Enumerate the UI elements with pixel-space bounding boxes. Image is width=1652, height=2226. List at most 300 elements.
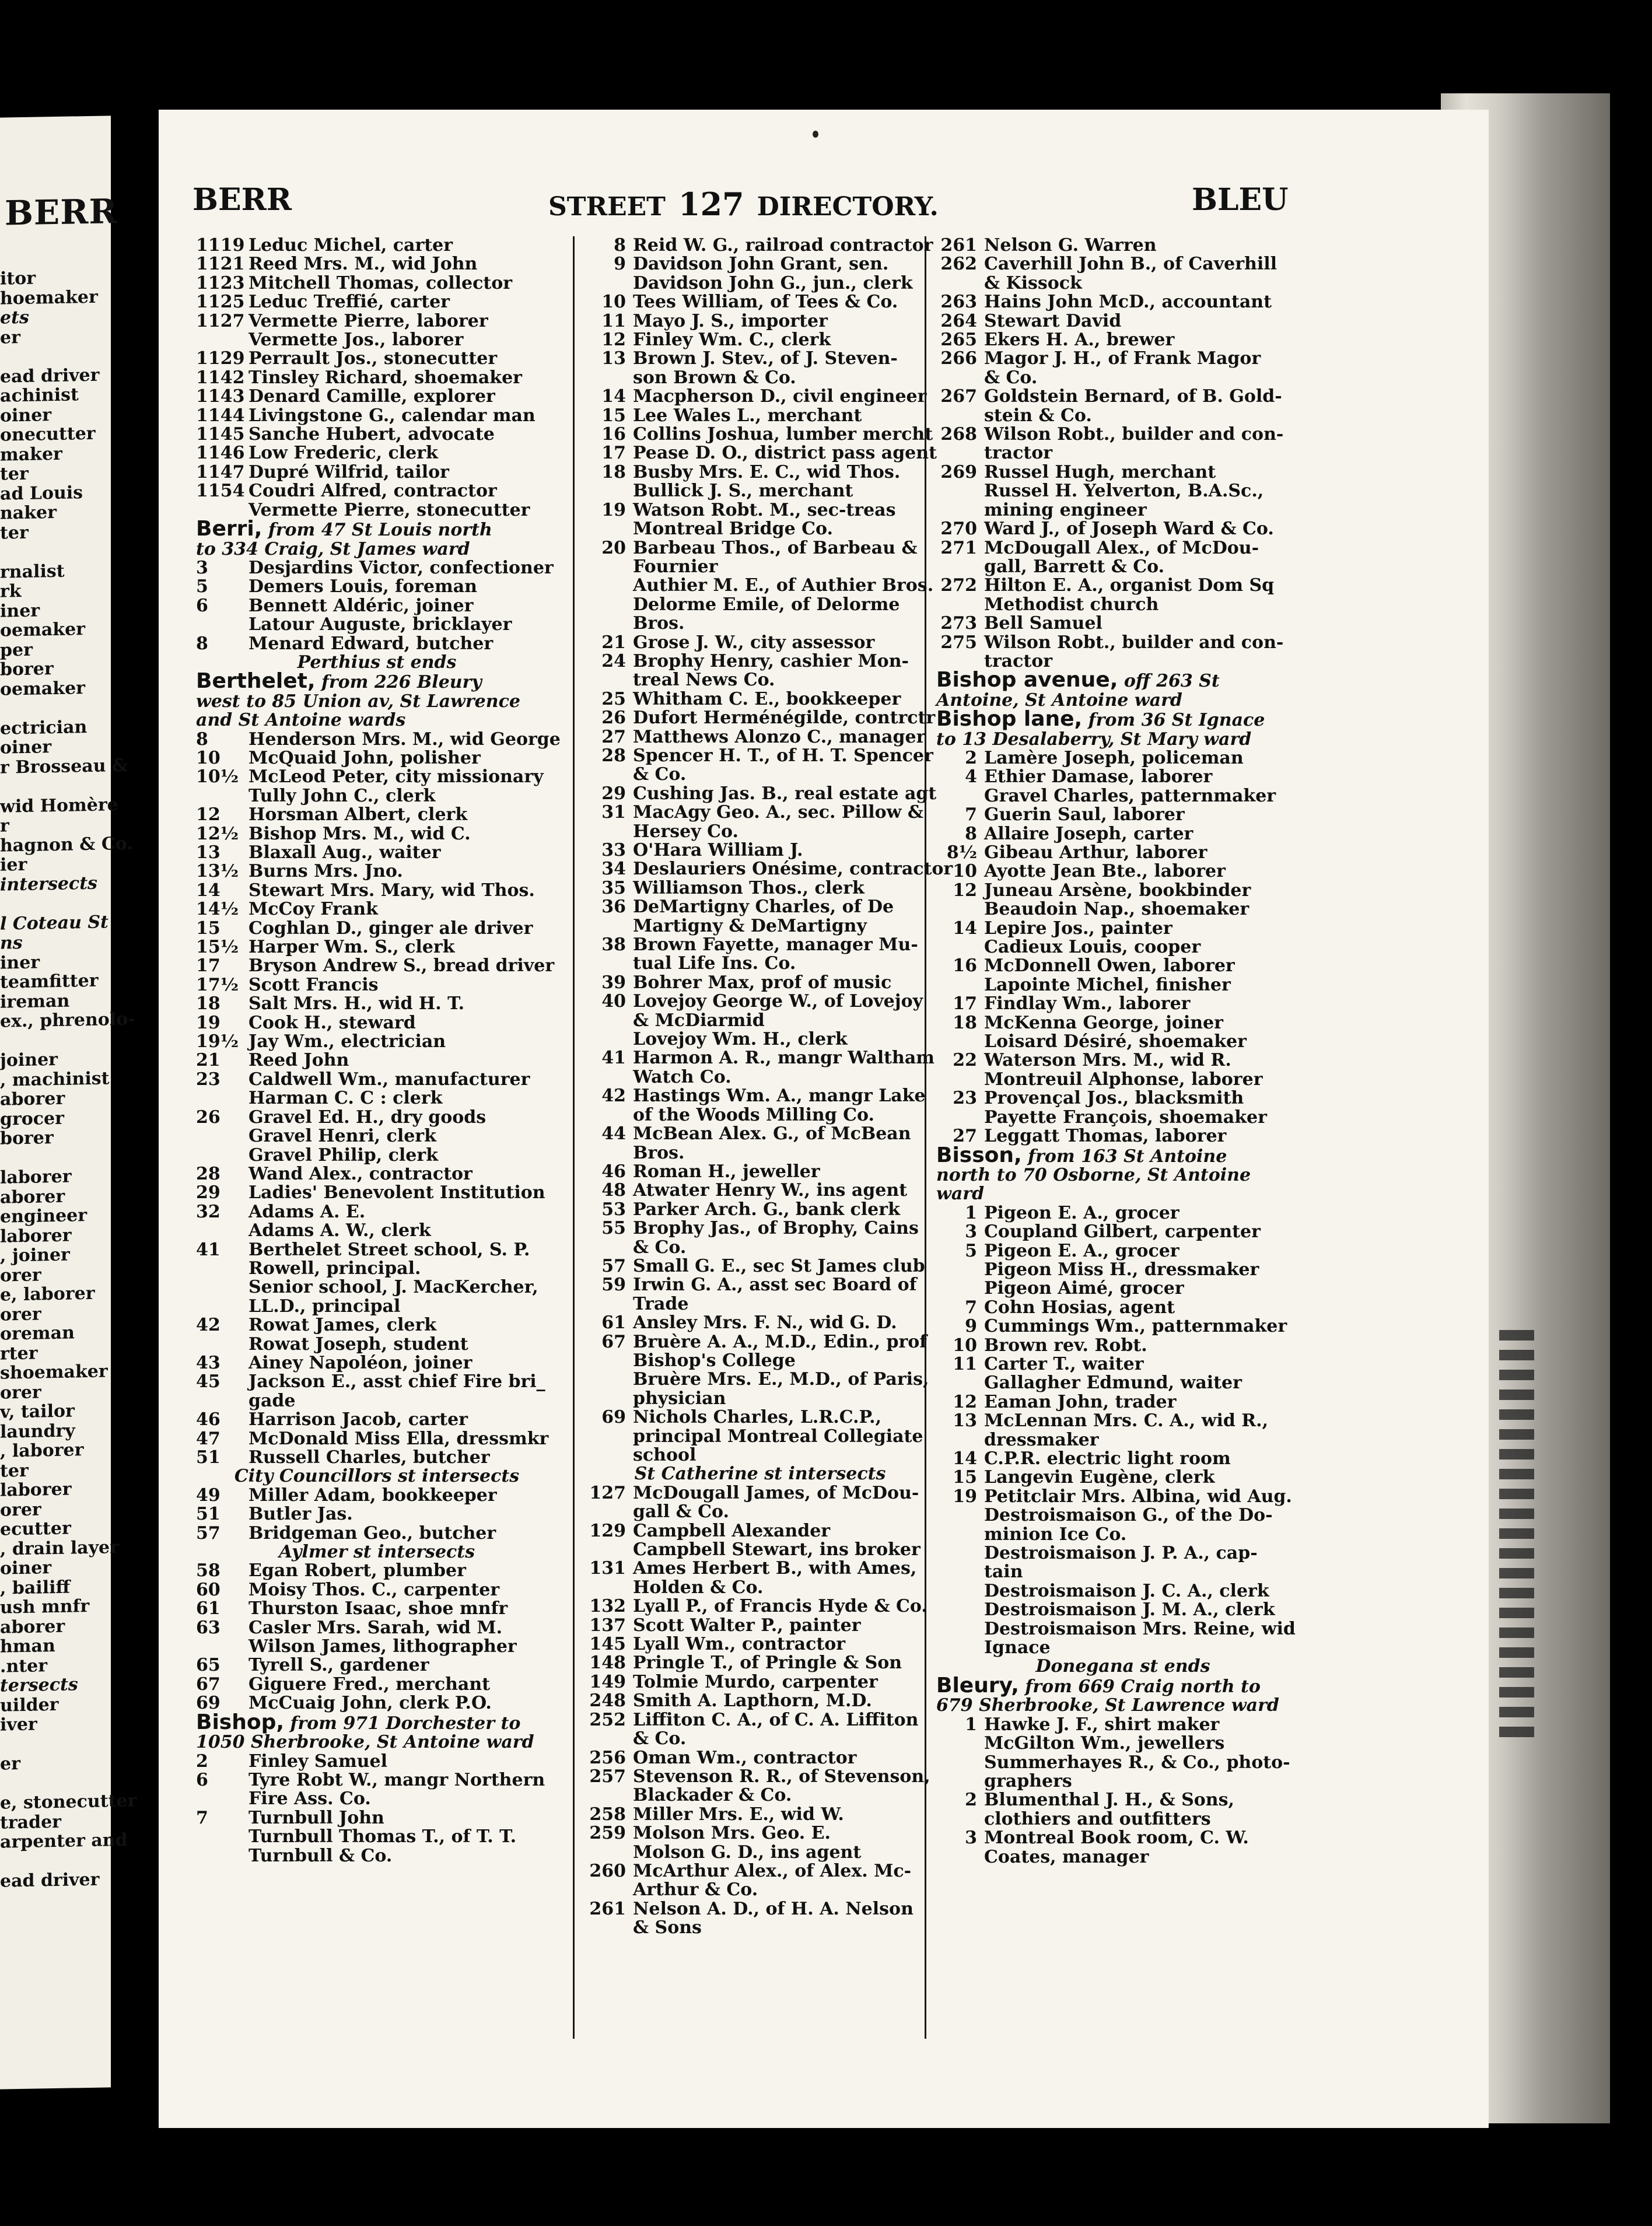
directory-entry xyxy=(585,387,935,406)
street-description: from 971 Dorchester to xyxy=(284,1713,521,1734)
directory-entry xyxy=(585,1484,935,1503)
house-number: 145 xyxy=(589,1634,626,1655)
house-number xyxy=(585,1370,626,1389)
house-number: 55 xyxy=(601,1218,626,1239)
house-number: 60 xyxy=(196,1579,220,1600)
house-number: 15 xyxy=(953,1467,977,1488)
directory-entry xyxy=(196,274,558,293)
house-number: 260 xyxy=(589,1860,626,1881)
directory-entry xyxy=(585,349,935,368)
directory-column-1 xyxy=(196,235,561,1866)
resident-entry: Cohn Hosias, agent xyxy=(984,1297,1175,1318)
directory-entry xyxy=(936,862,1310,881)
resident-entry: Perrault Jos., stonecutter xyxy=(249,348,498,369)
street-description: from 36 St Ignace xyxy=(1082,710,1265,731)
intersection-note: City Councillors st intersects xyxy=(234,1466,520,1487)
house-number: 12 xyxy=(953,1391,977,1412)
resident-entry: Pigeon Miss H., dressmaker xyxy=(984,1259,1259,1280)
house-number: 45 xyxy=(196,1371,220,1392)
directory-entry xyxy=(936,938,1310,957)
house-number: 38 xyxy=(601,935,626,956)
house-number: 2 xyxy=(965,747,977,768)
directory-entry xyxy=(196,1600,558,1618)
facing-page-line xyxy=(0,541,111,562)
resident-entry: Watson Robt. M., sec-treas xyxy=(633,499,896,520)
resident-entry: Scott Francis xyxy=(249,974,379,995)
directory-entry xyxy=(196,1581,558,1600)
directory-entry xyxy=(936,1488,1310,1506)
directory-entry xyxy=(585,1673,935,1692)
resident-entry: Butler Jas. xyxy=(249,1504,353,1525)
facing-page-line: er xyxy=(0,1754,20,1774)
house-number: 13 xyxy=(953,1410,977,1432)
facing-page-line: oemaker xyxy=(0,619,85,641)
house-number: 48 xyxy=(601,1180,626,1201)
resident-entry: Reed John xyxy=(249,1050,349,1071)
resident-entry: Tyrell S., gardener xyxy=(249,1655,429,1676)
house-number: 7 xyxy=(965,1297,977,1318)
street-description-line: to 334 Craig, St James ward xyxy=(196,538,470,559)
directory-entry xyxy=(585,1559,935,1578)
directory-entry xyxy=(585,1087,935,1105)
resident-entry: Casler Mrs. Sarah, wid M. xyxy=(249,1617,503,1638)
house-number xyxy=(585,482,626,501)
facing-page-line: ter xyxy=(0,463,29,485)
directory-entry xyxy=(196,900,558,919)
house-number: 59 xyxy=(601,1275,626,1296)
resident-entry: Small G. E., sec St James club xyxy=(633,1255,925,1276)
resident-entry: Harmon A. R., mangr Waltham xyxy=(633,1048,935,1069)
facing-page-line: ter xyxy=(0,522,29,544)
street-description: from 163 St Antoine xyxy=(1021,1146,1227,1167)
resident-entry: Demers Louis, foreman xyxy=(249,576,477,597)
directory-entry xyxy=(196,1505,558,1524)
resident-entry: Lyall P., of Francis Hyde & Co. xyxy=(633,1596,928,1617)
resident-entry: Petitclair Mrs. Albina, wid Aug. xyxy=(984,1486,1292,1507)
house-number: 5 xyxy=(965,1240,977,1261)
house-number: 256 xyxy=(589,1747,626,1768)
house-number: 67 xyxy=(196,1674,220,1695)
directory-entry xyxy=(196,1051,558,1070)
directory-entry xyxy=(585,652,935,671)
resident-entry: Ayotte Jean Bte., laborer xyxy=(984,861,1226,882)
directory-entry xyxy=(196,369,558,387)
facing-page-line: tersects xyxy=(0,1674,78,1696)
resident-entry: Tyre Robt W., mangr Northern xyxy=(249,1769,545,1790)
facing-page-line: oreman xyxy=(0,1322,75,1345)
resident-entry: Bryson Andrew S., bread driver xyxy=(249,956,555,977)
facing-page-line: ets xyxy=(0,307,29,328)
house-number: 252 xyxy=(589,1709,626,1730)
house-number xyxy=(196,615,249,634)
house-number: 14 xyxy=(953,918,977,939)
resident-entry: McGilton Wm., jewellers xyxy=(984,1733,1225,1754)
facing-page-line: ead driver xyxy=(0,365,100,387)
directory-entry xyxy=(585,1824,935,1843)
directory-entry xyxy=(936,539,1310,558)
directory-entry xyxy=(585,539,935,558)
house-number: 1129 xyxy=(196,348,245,369)
intersection-note: Aylmer st intersects xyxy=(278,1542,475,1563)
directory-entry xyxy=(585,1749,935,1768)
house-number: 13 xyxy=(196,842,220,863)
house-number: 131 xyxy=(589,1558,626,1579)
facing-page-line xyxy=(0,1733,111,1755)
facing-page xyxy=(0,116,137,2089)
facing-page-lines xyxy=(0,267,137,1892)
resident-entry: Montreal Book room, C. W. xyxy=(984,1828,1249,1849)
resident-entry: Caldwell Wm., manufacturer xyxy=(249,1069,530,1090)
entry-continuation: tractor xyxy=(984,650,1053,671)
house-number: 26 xyxy=(601,708,626,729)
resident-entry: Gravel Philip, clerk xyxy=(249,1144,438,1166)
resident-entry: Liffiton C. A., of C. A. Liffiton xyxy=(633,1709,919,1730)
resident-entry: Desjardins Victor, confectioner xyxy=(249,557,554,578)
directory-entry xyxy=(196,387,558,406)
house-number xyxy=(936,1734,977,1753)
directory-entry xyxy=(585,992,935,1011)
resident-entry: Henderson Mrs. M., wid George xyxy=(249,729,561,750)
house-number: 34 xyxy=(601,859,626,880)
house-number: 61 xyxy=(601,1312,626,1334)
resident-entry: McDougall James, of McDou- xyxy=(633,1482,919,1503)
resident-entry: Hastings Wm. A., mangr Lake xyxy=(633,1086,926,1107)
facing-page-line: iner xyxy=(0,951,40,974)
directory-entry xyxy=(936,1279,1310,1298)
resident-entry: McArthur Alex., of Alex. Mc- xyxy=(633,1860,912,1881)
resident-entry: Miller Mrs. E., wid W. xyxy=(633,1804,844,1825)
house-number xyxy=(936,482,977,501)
directory-entry xyxy=(936,995,1310,1013)
resident-entry: Atwater Henry W., ins agent xyxy=(633,1180,908,1201)
house-number xyxy=(196,1828,249,1846)
resident-entry: Hawke J. F., shirt maker xyxy=(984,1714,1220,1735)
house-number: 269 xyxy=(940,461,977,482)
house-number xyxy=(196,1222,249,1240)
resident-entry: Montreuil Alphonse, laborer xyxy=(984,1069,1263,1090)
resident-entry: Lee Wales L., merchant xyxy=(633,405,862,426)
directory-entry xyxy=(196,1675,558,1694)
resident-entry: Lovejoy Wm. H., clerk xyxy=(633,1029,848,1050)
street-heading xyxy=(196,517,558,541)
resident-entry: Thurston Isaac, shoe mnfr xyxy=(249,1598,508,1619)
directory-entry xyxy=(196,482,558,501)
directory-entry xyxy=(585,312,935,331)
house-number: 265 xyxy=(940,330,977,351)
house-number: 29 xyxy=(601,783,626,804)
resident-entry: Waterson Mrs. M., wid R. xyxy=(984,1050,1231,1071)
house-number: 17½ xyxy=(196,974,239,995)
house-number: 7 xyxy=(965,804,977,825)
directory-entry xyxy=(196,559,558,578)
directory-entry xyxy=(585,1125,935,1143)
resident-entry: Ansley Mrs. F. N., wid G. D. xyxy=(633,1312,897,1334)
house-number: 10½ xyxy=(196,766,239,788)
directory-entry xyxy=(196,768,558,786)
resident-entry: Stevenson R. R., of Stevenson, xyxy=(633,1766,930,1787)
entry-continuation: of the Woods Milling Co. xyxy=(633,1104,874,1125)
house-number: 12 xyxy=(196,804,220,825)
directory-entry xyxy=(196,729,561,750)
directory-entry xyxy=(196,615,558,634)
house-number: 33 xyxy=(601,840,626,860)
resident-entry: Horsman Albert, clerk xyxy=(249,804,468,825)
house-number: 14 xyxy=(196,880,220,901)
directory-entry xyxy=(936,255,1310,274)
entry-continuation: tual Life Ins. Co. xyxy=(633,953,796,974)
resident-entry: Harman C. C : clerk xyxy=(249,1088,443,1109)
facing-page-line: ter xyxy=(0,1460,29,1482)
directory-entry xyxy=(585,1276,935,1294)
street-description-line: 679 Sherbrooke, St Lawrence ward xyxy=(936,1695,1279,1716)
entry-continuation: Hersey Co. xyxy=(633,821,738,842)
resident-entry: Loisard Désiré, shoemaker xyxy=(984,1031,1247,1052)
street-heading xyxy=(936,1673,1310,1698)
directory-entry xyxy=(196,1108,558,1127)
resident-entry: Scott Walter P., painter xyxy=(633,1615,861,1636)
resident-entry: Pigeon Aimé, grocer xyxy=(984,1278,1184,1299)
house-number: 65 xyxy=(196,1655,220,1676)
resident-entry: Vermette Jos., laborer xyxy=(249,330,464,351)
directory-entry xyxy=(585,859,953,880)
house-number: 51 xyxy=(196,1504,220,1525)
resident-entry: Bullick J. S., merchant xyxy=(633,481,853,502)
resident-entry: Ethier Damase, laborer xyxy=(984,766,1213,788)
directory-entry xyxy=(585,709,935,727)
directory-entry xyxy=(585,974,935,992)
house-number: 1142 xyxy=(196,367,245,388)
directory-entry xyxy=(936,349,1310,368)
resident-entry: Leduc Treffié, carter xyxy=(249,292,450,313)
facing-page-line: aborer xyxy=(0,1088,65,1110)
house-number: 18 xyxy=(601,461,626,482)
house-number: 46 xyxy=(196,1409,220,1430)
directory-entry xyxy=(585,596,935,614)
house-number xyxy=(936,1582,977,1601)
facing-page-line: , laborer xyxy=(0,1440,84,1462)
resident-entry: MacAgy Geo. A., sec. Pillow & xyxy=(633,802,923,823)
facing-page-line: trader xyxy=(0,1811,61,1833)
directory-entry xyxy=(585,1805,935,1824)
facing-page-line: oiner xyxy=(0,404,52,426)
resident-entry: Bruère Mrs. E., M.D., of Paris, xyxy=(633,1369,929,1390)
directory-entry xyxy=(196,1771,558,1790)
house-number xyxy=(196,1127,249,1146)
house-number: 42 xyxy=(601,1086,626,1107)
house-number: 10 xyxy=(953,861,977,882)
facing-page-line: arpenter and xyxy=(0,1829,128,1853)
house-number: 61 xyxy=(196,1598,220,1619)
directory-entry xyxy=(936,1298,1310,1317)
resident-entry: Destroismaison J. C. A., clerk xyxy=(984,1580,1269,1601)
resident-entry: Leggatt Thomas, laborer xyxy=(984,1126,1227,1147)
resident-entry: Moisy Thos. C., carpenter xyxy=(249,1579,500,1600)
resident-entry: Authier M. E., of Authier Bros. xyxy=(633,575,934,596)
resident-entry: Destroismaison J. M. A., clerk xyxy=(984,1600,1275,1620)
directory-entry xyxy=(196,1241,558,1259)
directory-entry xyxy=(196,312,558,331)
house-number xyxy=(936,1108,977,1127)
entry-continuation: minion Ice Co. xyxy=(984,1524,1127,1545)
resident-entry: Mitchell Thomas, collector xyxy=(249,272,513,293)
directory-entry xyxy=(936,1317,1310,1336)
resident-entry: O'Hara William J. xyxy=(633,840,803,860)
house-number: 9 xyxy=(614,254,626,275)
directory-entry xyxy=(936,1582,1310,1601)
house-number: 8 xyxy=(614,235,626,256)
resident-entry: Ladies' Benevolent Institution xyxy=(249,1182,545,1203)
resident-entry: Findlay Wm., laborer xyxy=(984,993,1191,1014)
resident-entry: Williamson Thos., clerk xyxy=(633,877,864,898)
house-number: 16 xyxy=(953,956,977,977)
directory-entry xyxy=(936,919,1310,938)
house-number xyxy=(936,1544,977,1563)
directory-entry xyxy=(196,578,558,596)
resident-entry: Ames Herbert B., with Ames, xyxy=(633,1558,917,1579)
entry-continuation: school xyxy=(633,1445,696,1465)
directory-entry xyxy=(936,634,1310,652)
facing-page-line: ier xyxy=(0,854,27,876)
resident-entry: Destroismaison Mrs. Reine, wid xyxy=(984,1618,1296,1639)
facing-page-line: iver xyxy=(0,1714,37,1735)
house-number: 57 xyxy=(601,1255,626,1276)
house-number: 1 xyxy=(965,1714,977,1735)
directory-entry xyxy=(196,1486,558,1505)
ink-dot xyxy=(813,131,818,138)
facing-page-line: , joiner xyxy=(0,1244,70,1266)
entry-continuation: Senior school, J. MacKercher, xyxy=(249,1277,538,1298)
directory-entry xyxy=(585,1370,935,1389)
resident-entry: Stewart David xyxy=(984,310,1122,331)
resident-entry: Wand Alex., contractor xyxy=(249,1163,473,1184)
directory-entry xyxy=(196,1354,558,1373)
resident-entry: Deslauriers Onésime, contractor xyxy=(633,859,953,880)
entry-continuation: & Co. xyxy=(984,367,1038,388)
resident-entry: Gibeau Arthur, laborer xyxy=(984,842,1208,863)
entry-continuation: tractor xyxy=(984,443,1053,464)
directory-entry xyxy=(196,425,558,444)
facing-page-line: uilder xyxy=(0,1694,59,1716)
directory-entry xyxy=(196,463,558,482)
resident-entry: DeMartigny Charles, of De xyxy=(633,897,894,918)
directory-entry xyxy=(936,1791,1310,1810)
directory-entry xyxy=(196,1203,558,1222)
resident-entry: Cook H., steward xyxy=(249,1012,416,1033)
house-number: 19 xyxy=(601,499,626,520)
entry-continuation: Rowell, principal. xyxy=(249,1258,421,1279)
entry-continuation: & Co. xyxy=(633,764,687,785)
entry-continuation: Watch Co. xyxy=(633,1066,732,1087)
street-description-line: and St Antoine wards xyxy=(196,710,406,731)
entry-continuation: gade xyxy=(249,1390,296,1411)
directory-entry xyxy=(585,1030,935,1049)
resident-entry: Eaman John, trader xyxy=(984,1391,1177,1412)
house-number: 17 xyxy=(953,993,977,1014)
resident-entry: Blumenthal J. H., & Sons, xyxy=(984,1790,1234,1811)
house-number: 8 xyxy=(196,729,208,750)
directory-entry xyxy=(936,331,1310,349)
header-street: STREET xyxy=(548,192,666,222)
house-number: 29 xyxy=(196,1182,220,1203)
entry-continuation: gall, Barrett & Co. xyxy=(984,556,1165,577)
resident-entry: Lyall Wm., contractor xyxy=(633,1634,846,1655)
house-number xyxy=(936,1070,977,1089)
directory-entry xyxy=(585,879,935,898)
entry-continuation: graphers xyxy=(984,1770,1072,1791)
house-number: 9 xyxy=(965,1316,977,1337)
facing-page-line: laborer xyxy=(0,1166,72,1188)
house-number: 148 xyxy=(589,1653,626,1674)
house-number: 22 xyxy=(953,1050,977,1071)
directory-entry xyxy=(196,1089,558,1108)
house-number xyxy=(936,1279,977,1298)
house-number: 23 xyxy=(196,1069,220,1090)
resident-entry: Summerhayes R., & Co., photo- xyxy=(984,1752,1290,1773)
house-number: 15 xyxy=(196,918,220,939)
house-number: 6 xyxy=(196,595,208,616)
page-number: 127 xyxy=(678,186,744,223)
directory-entry xyxy=(585,1654,935,1672)
resident-entry: Giguere Fred., merchant xyxy=(249,1674,491,1695)
directory-entry xyxy=(196,407,558,425)
directory-entry xyxy=(936,900,1310,919)
resident-entry: Russel Hugh, merchant xyxy=(984,461,1216,482)
facing-page-line: naker xyxy=(0,502,57,524)
house-number xyxy=(936,1032,977,1051)
directory-entry xyxy=(936,749,1310,768)
house-number xyxy=(196,1637,249,1656)
house-number: 69 xyxy=(196,1693,220,1714)
facing-page-line: shoemaker xyxy=(0,1361,108,1384)
resident-entry: McCoy Frank xyxy=(249,899,378,920)
resident-entry: Dufort Herménégilde, contrctr xyxy=(633,708,936,729)
house-number xyxy=(936,1620,977,1639)
facing-page-line: orer xyxy=(0,1264,41,1286)
directory-entry xyxy=(196,806,558,824)
street-description: off 263 St xyxy=(1118,671,1220,692)
resident-entry: McKenna George, joiner xyxy=(984,1012,1223,1033)
directory-entry xyxy=(585,1862,935,1881)
street-name: Bleury, xyxy=(936,1673,1019,1698)
resident-entry: Russell Charles, butcher xyxy=(249,1447,490,1468)
resident-entry: Macpherson D., civil engineer xyxy=(633,386,927,407)
resident-entry: Tinsley Richard, shoemaker xyxy=(249,367,522,388)
directory-entry xyxy=(196,1524,558,1543)
directory-entry xyxy=(936,1506,1310,1525)
entry-continuation: & Sons xyxy=(633,1917,702,1938)
house-number: 259 xyxy=(589,1823,626,1844)
directory-entry xyxy=(196,749,558,768)
house-number xyxy=(196,787,249,806)
resident-entry: Parker Arch. G., bank clerk xyxy=(633,1199,900,1220)
column-rule xyxy=(573,236,575,2039)
intersection-note: Donegana st ends xyxy=(1035,1656,1210,1677)
resident-entry: Berthelet Street school, S. P. xyxy=(249,1239,530,1260)
resident-entry: Provençal Jos., blacksmith xyxy=(984,1088,1244,1109)
house-number: 267 xyxy=(940,386,977,407)
facing-page-line: borer xyxy=(0,1128,54,1149)
header-right-guide-word: BLEU xyxy=(1192,182,1289,218)
directory-entry xyxy=(936,387,1310,406)
resident-entry: Nichols Charles, L.R.C.P., xyxy=(633,1407,882,1428)
resident-entry: Sanche Hubert, advocate xyxy=(249,424,495,445)
house-number: 263 xyxy=(940,292,977,313)
house-number: 132 xyxy=(589,1596,626,1617)
house-number: 47 xyxy=(196,1428,220,1449)
resident-entry: Cushing Jas. B., real estate agt xyxy=(633,783,937,804)
resident-entry: Tolmie Murdo, carpenter xyxy=(633,1671,878,1692)
house-number: 41 xyxy=(601,1048,626,1069)
